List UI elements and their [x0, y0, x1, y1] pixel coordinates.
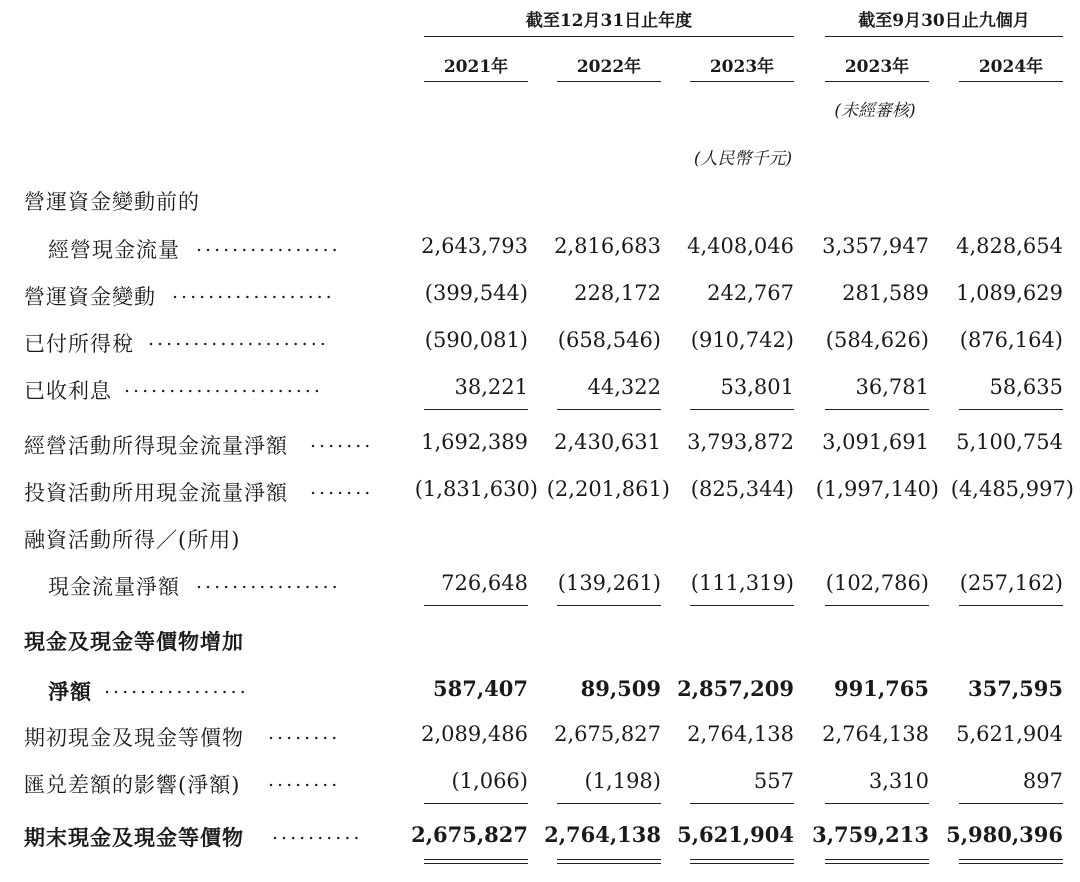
subtotal-rule [825, 803, 929, 804]
value-cell: 5,980,396 [946, 822, 1063, 847]
value-cell: 281,589 [842, 281, 929, 305]
value-cell: (111,319) [690, 571, 794, 595]
row-label: 營運資金變動 [24, 285, 156, 309]
row-label: 期末現金及現金等價物 [24, 825, 244, 850]
year-rule [690, 81, 794, 82]
year-rule [557, 81, 661, 82]
value-cell: (257,162) [959, 571, 1063, 595]
value-cell: (876,164) [959, 328, 1063, 352]
value-cell: (658,546) [557, 328, 661, 352]
value-cell: 357,595 [968, 676, 1063, 701]
value-cell: (399,544) [424, 281, 528, 305]
value-cell: 5,621,904 [956, 722, 1063, 746]
value-cell: 2,430,631 [554, 430, 661, 454]
header-interim-period: 截至9月30日止九個月 [858, 11, 1030, 31]
header-interim-rule [825, 36, 1063, 37]
value-cell: (1,997,140) [815, 477, 939, 501]
subtotal-rule [959, 409, 1063, 410]
value-cell: 2,675,827 [411, 822, 528, 847]
value-cell: 3,310 [868, 769, 929, 793]
table-row [0, 818, 1080, 854]
row-label: 現金及現金等價物增加 [24, 629, 244, 654]
table-row [0, 324, 1080, 360]
table-row [0, 520, 1080, 556]
total-double-rule [959, 859, 1063, 864]
table-row [0, 230, 1080, 266]
value-cell: 3,091,691 [822, 430, 929, 454]
row-label: 期初現金及現金等價物 [24, 726, 244, 750]
total-double-rule [557, 859, 661, 864]
value-cell: 3,759,213 [812, 822, 929, 847]
value-cell: 3,357,947 [822, 234, 929, 258]
value-cell: (825,344) [690, 477, 794, 501]
table-row [0, 622, 1080, 658]
value-cell: (139,261) [557, 571, 661, 595]
value-cell: 726,648 [441, 571, 528, 595]
subtotal-rule [424, 803, 528, 804]
year-rule [825, 81, 929, 82]
row-label: 匯兑差額的影響(淨額) [24, 773, 241, 797]
value-cell: (1,198) [584, 769, 661, 793]
dot-leader: ....... [310, 477, 374, 499]
row-label: 已收利息 [24, 379, 112, 403]
value-cell: 2,816,683 [554, 234, 661, 258]
value-cell: 991,765 [834, 676, 929, 701]
subtotal-rule [959, 605, 1063, 606]
value-cell: (1,831,630) [414, 477, 538, 501]
dot-leader: ....... [310, 430, 374, 452]
dot-leader: ................ [196, 571, 341, 593]
value-cell: 5,100,754 [956, 430, 1063, 454]
table-row [0, 473, 1080, 509]
row-label: 淨額 [48, 679, 92, 704]
header-annual-period: 截至12月31日止年度 [525, 11, 693, 31]
row-label: 融資活動所得／(所用) [24, 528, 241, 552]
value-cell: (4,485,997) [950, 477, 1074, 501]
table-row [0, 567, 1080, 603]
table-row [0, 182, 1080, 218]
row-label: 營運資金變動前的 [24, 190, 200, 214]
total-double-rule [825, 859, 929, 864]
value-cell: 242,767 [707, 281, 794, 305]
value-cell: 1,089,629 [956, 281, 1063, 305]
currency-note: (人民幣千元) [693, 149, 793, 169]
value-cell: 2,764,138 [544, 822, 661, 847]
value-cell: 44,322 [587, 375, 661, 399]
value-cell: (2,201,861) [546, 477, 670, 501]
table-row [0, 672, 1080, 708]
row-label: 已付所得稅 [24, 332, 134, 356]
table-row [0, 371, 1080, 407]
dot-leader: .......... [272, 822, 363, 844]
subtotal-rule [690, 409, 794, 410]
value-cell: 89,509 [580, 676, 661, 701]
year-header-2023-interim: 2023年 [844, 57, 910, 77]
subtotal-rule [690, 605, 794, 606]
table-row [0, 426, 1080, 462]
year-header-2024-interim: 2024年 [978, 57, 1044, 77]
year-header-2023: 2023年 [709, 57, 775, 77]
year-rule [959, 81, 1063, 82]
value-cell: 38,221 [454, 375, 528, 399]
subtotal-rule [825, 409, 929, 410]
table-row [0, 765, 1080, 801]
value-cell: (1,066) [451, 769, 528, 793]
value-cell: 3,793,872 [687, 430, 794, 454]
subtotal-rule [690, 803, 794, 804]
value-cell: 53,801 [720, 375, 794, 399]
total-double-rule [690, 859, 794, 864]
table-row [0, 277, 1080, 313]
dot-leader: ........ [268, 769, 341, 791]
dot-leader: .................. [172, 281, 335, 303]
value-cell: 557 [753, 769, 794, 793]
dot-leader: ........ [268, 722, 341, 744]
header-annual-rule [424, 36, 794, 37]
value-cell: 36,781 [855, 375, 929, 399]
subtotal-rule [557, 803, 661, 804]
subtotal-rule [825, 605, 929, 606]
value-cell: 58,635 [989, 375, 1063, 399]
value-cell: 1,692,389 [421, 430, 528, 454]
unaudited-note: (未經審核) [834, 101, 916, 121]
value-cell: 587,407 [433, 676, 528, 701]
subtotal-rule [557, 409, 661, 410]
dot-leader: ................ [196, 234, 341, 256]
value-cell: (102,786) [825, 571, 929, 595]
year-rule [424, 81, 528, 82]
subtotal-rule [424, 605, 528, 606]
row-label: 經營活動所得現金流量淨額 [24, 434, 288, 458]
value-cell: 228,172 [574, 281, 661, 305]
dot-leader: .................... [148, 328, 329, 350]
total-double-rule [424, 859, 528, 864]
subtotal-rule [424, 409, 528, 410]
value-cell: 4,828,654 [956, 234, 1063, 258]
row-label: 現金流量淨額 [48, 575, 180, 599]
value-cell: 2,857,209 [677, 676, 794, 701]
value-cell: (584,626) [825, 328, 929, 352]
value-cell: (910,742) [690, 328, 794, 352]
value-cell: 2,764,138 [822, 722, 929, 746]
subtotal-rule [557, 605, 661, 606]
value-cell: 2,764,138 [687, 722, 794, 746]
row-label: 投資活動所用現金流量淨額 [24, 481, 288, 505]
dot-leader: ................ [104, 676, 249, 698]
value-cell: 2,675,827 [554, 722, 661, 746]
row-label: 經營現金流量 [48, 238, 180, 262]
value-cell: 2,089,486 [421, 722, 528, 746]
subtotal-rule [959, 803, 1063, 804]
year-header-2021: 2021年 [443, 57, 509, 77]
value-cell: (590,081) [424, 328, 528, 352]
value-cell: 897 [1022, 769, 1063, 793]
table-row [0, 718, 1080, 754]
dot-leader: ...................... [124, 375, 323, 397]
value-cell: 2,643,793 [421, 234, 528, 258]
value-cell: 4,408,046 [687, 234, 794, 258]
value-cell: 5,621,904 [677, 822, 794, 847]
year-header-2022: 2022年 [576, 57, 642, 77]
